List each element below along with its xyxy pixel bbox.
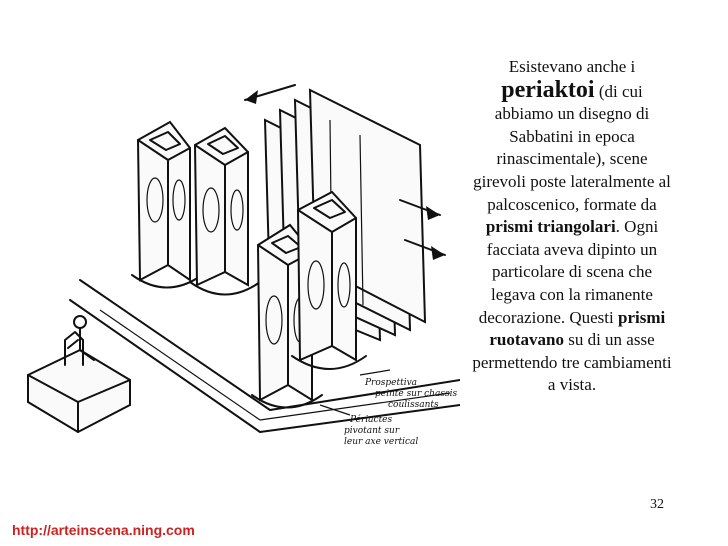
- description-text: [472, 56, 672, 397]
- label-periactes-line-2: pivotant sur: [344, 426, 400, 436]
- desc-body-2: . Ogni facciata aveva dipinto un particolare di scena che legava con la rimanente decorazione. Questi: [478, 217, 659, 327]
- desc-intro: Esistevano anche i: [508, 57, 636, 76]
- desc-body-1: (di cui abbiamo un disegno di Sabbatini in epoca rinascimentale), scene girevoli poste lateralmente al palcoscenico, formate da: [473, 81, 671, 214]
- prism-2: [190, 128, 260, 295]
- label-prospettiva-line-1: Prospettiva: [365, 378, 418, 388]
- desc-term-prismi-triangolari: prismi triangolari: [485, 217, 616, 237]
- prism-1: [132, 122, 202, 288]
- label-periactes: [320, 405, 418, 447]
- desc-term-prismi-ruotavano: prismi ruotavano: [489, 307, 666, 350]
- source-url[interactable]: http://arteinscena.ning.com: [12, 522, 195, 538]
- desc-body-3: su di un asse permettendo tre cambiamenti a vista.: [472, 330, 672, 395]
- label-periactes-line-3: leur axe vertical: [344, 437, 419, 447]
- label-periactes-line-1: Périactes: [350, 415, 393, 425]
- periaktoi-sketch: [20, 60, 460, 470]
- prism-4: [292, 192, 366, 369]
- page-number: 32: [650, 497, 664, 512]
- sabbatini-figure: [28, 316, 130, 432]
- desc-term-periaktoi: periaktoi: [501, 76, 595, 103]
- label-prospettiva-line-2: peinte sur chassis: [375, 389, 458, 399]
- label-prospettiva-line-3: coulissants: [388, 400, 439, 410]
